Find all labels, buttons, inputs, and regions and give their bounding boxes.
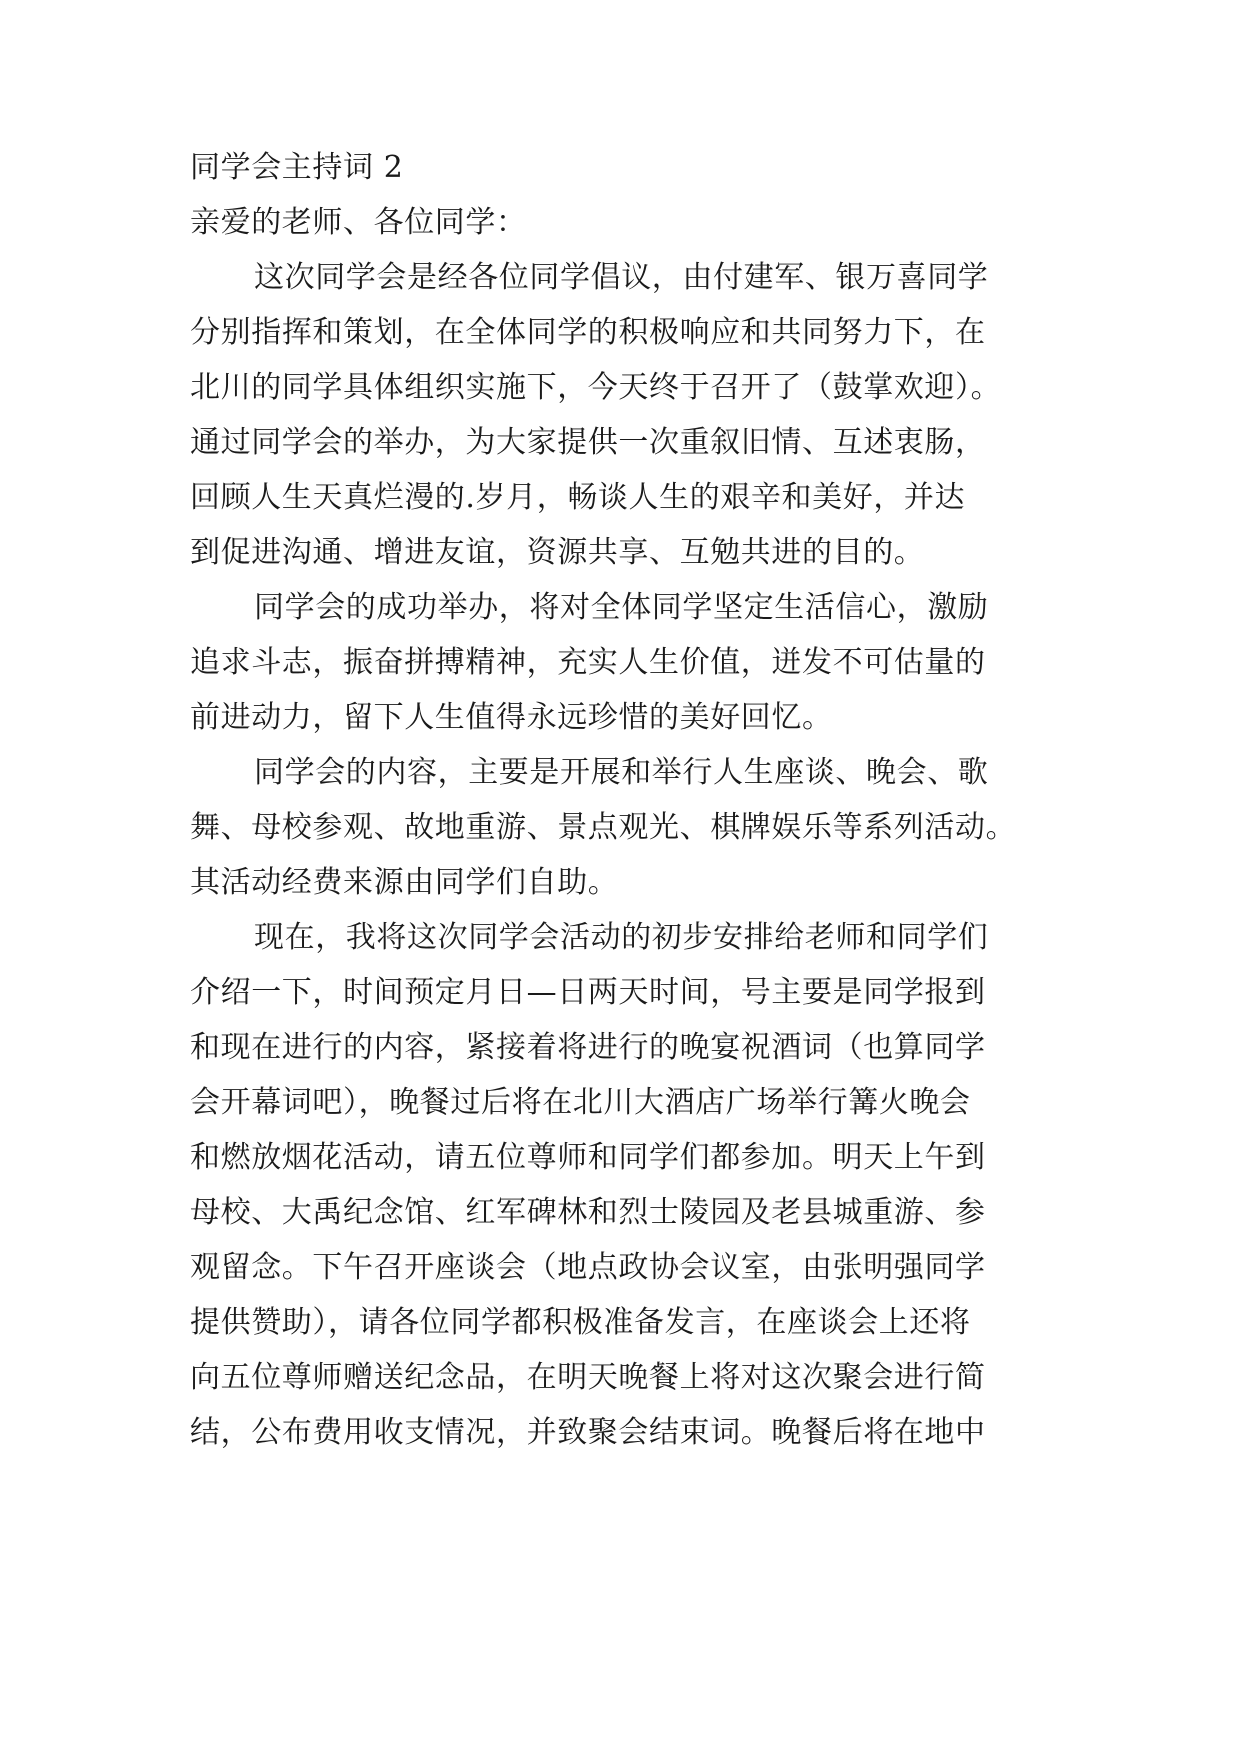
paragraph-line: 前进动力，留下人生值得永远珍惜的美好回忆。 [190,700,833,735]
paragraph-line: 现在，我将这次同学会活动的初步安排给老师和同学们 [254,920,989,955]
paragraph-line: 会开幕词吧），晚餐过后将在北川大酒店广场举行篝火晚会 [190,1085,971,1120]
paragraph-line: 回顾人生天真烂漫的.岁月，畅谈人生的艰辛和美好，并达 [190,480,966,515]
paragraph-line: 母校、大禹纪念馆、红军碑林和烈士陵园及老县城重游、参 [190,1195,986,1230]
greeting: 亲爱的老师、各位同学： [190,205,527,240]
paragraph-line: 追求斗志，振奋拼搏精神，充实人生价值，迸发不可估量的 [190,645,986,680]
paragraph-line: 介绍一下，时间预定月日—日两天时间，号主要是同学报到 [190,975,986,1010]
document-title: 同学会主持词 2 [190,150,404,185]
paragraph-line: 同学会的成功举办，将对全体同学坚定生活信心，激励 [254,590,989,625]
paragraph-line: 和现在进行的内容，紧接着将进行的晚宴祝酒词（也算同学 [190,1030,986,1065]
paragraph-line: 其活动经费来源由同学们自助。 [190,865,619,900]
paragraph-line: 向五位尊师赠送纪念品，在明天晚餐上将对这次聚会进行简 [190,1360,986,1395]
paragraph-line: 和燃放烟花活动，请五位尊师和同学们都参加。明天上午到 [190,1140,986,1175]
paragraph-line: 观留念。下午召开座谈会（地点政协会议室，由张明强同学 [190,1250,986,1285]
paragraph-line: 提供赞助），请各位同学都积极准备发言，在座谈会上还将 [190,1305,971,1340]
paragraph-line: 分别指挥和策划，在全体同学的积极响应和共同努力下，在 [190,315,986,350]
paragraph-line: 到促进沟通、增进友谊，资源共享、互勉共进的目的。 [190,535,925,570]
paragraph-line: 同学会的内容，主要是开展和举行人生座谈、晚会、歌 [254,755,989,790]
paragraph-line: 北川的同学具体组织实施下，今天终于召开了（鼓掌欢迎）。 [190,370,1002,405]
paragraph-line: 这次同学会是经各位同学倡议，由付建军、银万喜同学 [254,260,989,295]
paragraph-line: 通过同学会的举办，为大家提供一次重叙旧情、互述衷肠， [190,425,986,460]
paragraph-line: 舞、母校参观、故地重游、景点观光、棋牌娱乐等系列活动。 [190,810,1017,845]
paragraph-line: 结，公布费用收支情况，并致聚会结束词。晚餐后将在地中 [190,1415,986,1450]
